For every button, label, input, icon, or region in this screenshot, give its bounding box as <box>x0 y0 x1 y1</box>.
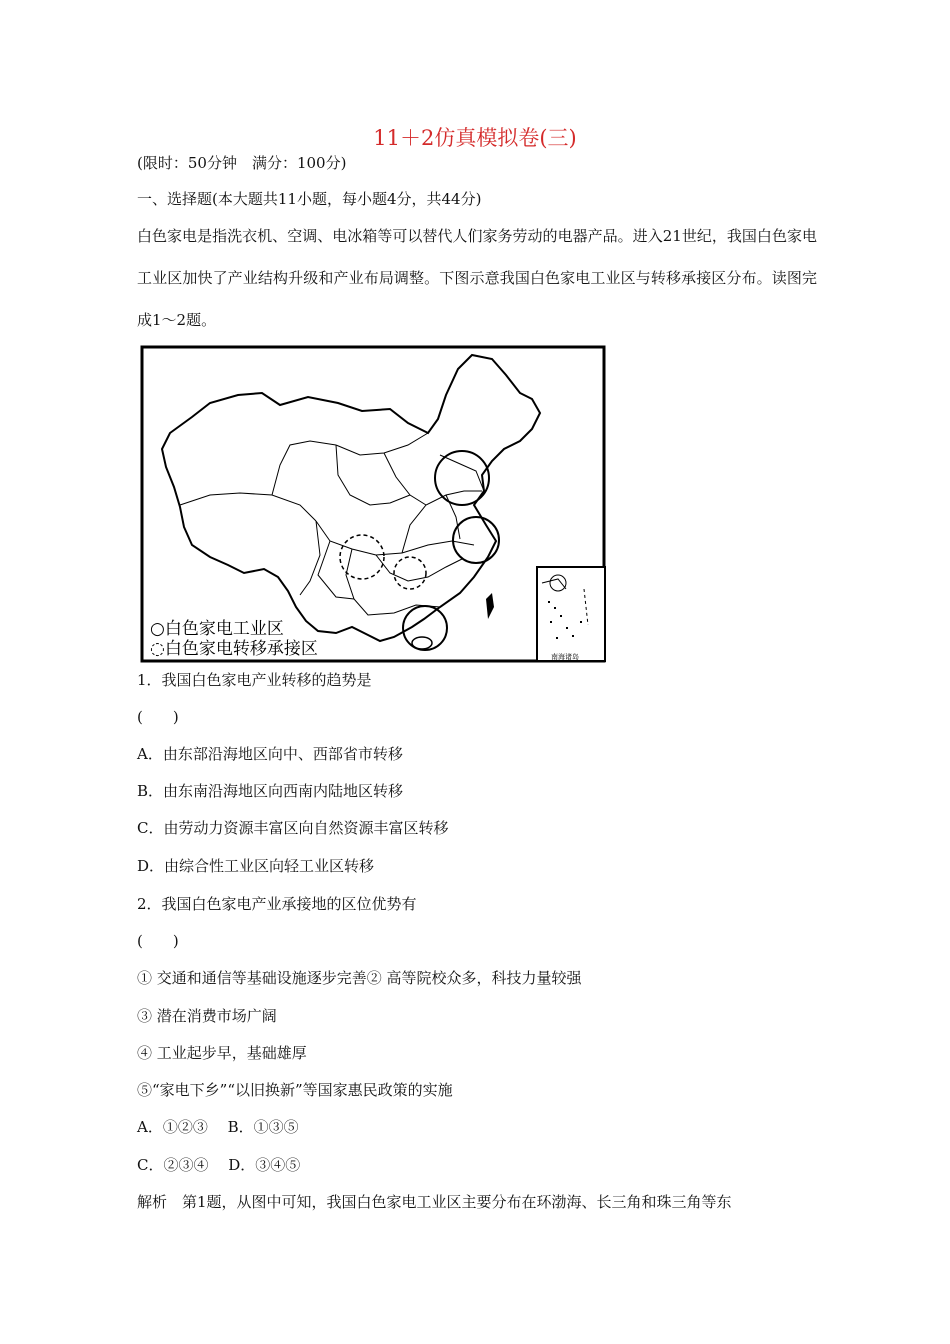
legend-industrial: ○白色家电工业区 <box>150 619 284 639</box>
q2-item-3: ④ 工业起步早，基础雄厚 <box>137 1044 307 1062</box>
q1-bracket: ( ) <box>137 708 179 726</box>
china-map-figure <box>140 345 606 663</box>
q1-option-c: C．由劳动力资源丰富区向自然资源丰富区转移 <box>137 819 449 837</box>
map-frame <box>142 347 604 661</box>
q2-bracket: ( ) <box>137 932 179 950</box>
q2-stem: 2．我国白色家电产业承接地的区位优势有 <box>137 895 417 913</box>
q2-item-2: ③ 潜在消费市场广阔 <box>137 1007 277 1025</box>
q2-item-4: ⑤“家电下乡”“以旧换新”等国家惠民政策的实施 <box>137 1081 453 1099</box>
inset-label: 南海诸岛 <box>551 653 579 661</box>
intro-paragraph: 白色家电是指洗衣机、空调、电冰箱等可以替代人们家务劳动的电器产品。进入21世纪，我国白色家电工业区加快了产业结构升级和产业布局调整。下图示意我国白色家电工业区与转移承接区分布。读图完成1～2题。 <box>137 227 817 329</box>
time-limit: (限时：50分钟 满分：100分) <box>137 154 347 172</box>
section-heading: 一、选择题(本大题共11小题，每小题4分，共44分) <box>137 190 482 208</box>
q1-stem: 1．我国白色家电产业转移的趋势是 <box>137 671 372 689</box>
q1-option-a: A．由东部沿海地区向中、西部省市转移 <box>137 745 403 763</box>
q2-choices-row2: C．②③④ D．③④⑤ <box>137 1156 301 1174</box>
q2-item-1: ① 交通和通信等基础设施逐步完善② 高等院校众多，科技力量较强 <box>137 969 582 987</box>
analysis-text: 解析 第1题，从图中可知，我国白色家电工业区主要分布在环渤海、长三角和珠三角等东 <box>137 1193 732 1211</box>
q1-option-d: D．由综合性工业区向轻工业区转移 <box>137 857 375 875</box>
south-sea-inset <box>537 567 605 661</box>
page-title: 11＋2仿真模拟卷(三) <box>373 126 577 150</box>
q1-option-b: B．由东南沿海地区向西南内陆地区转移 <box>137 782 404 800</box>
legend-transfer: ◌白色家电转移承接区 <box>150 639 318 659</box>
q2-choices-row1: A．①②③ B．①③⑤ <box>137 1118 299 1136</box>
